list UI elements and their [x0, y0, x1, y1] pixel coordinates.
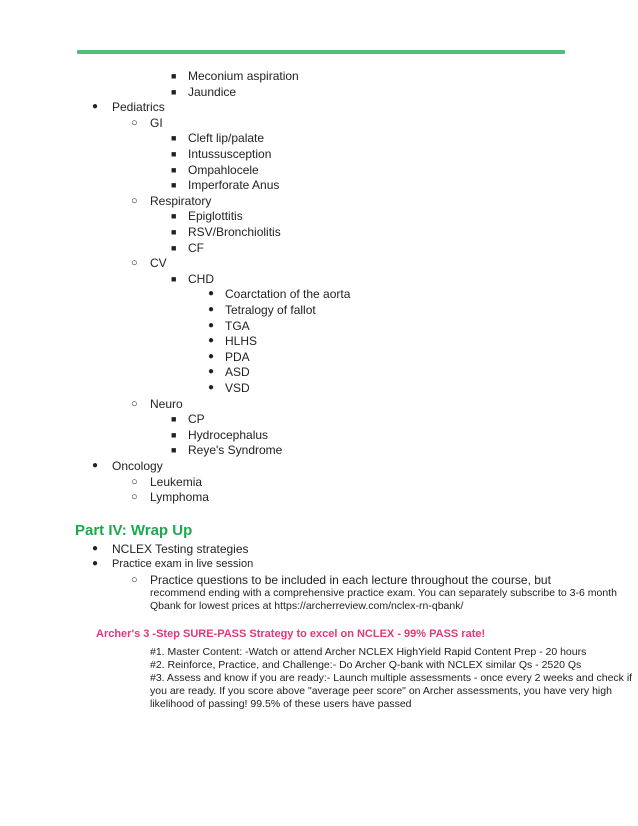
outline-item: Jaundice — [188, 84, 237, 99]
bullet-square: ■ — [171, 133, 177, 144]
outline-item: RSV/Bronchiolitis — [188, 225, 281, 239]
bullet-square: ■ — [171, 164, 177, 175]
outline-item: Intussusception — [188, 147, 272, 161]
outline-item: Reye's Syndrome — [188, 443, 283, 458]
outline-item: Lymphoma — [150, 490, 209, 505]
outline-item: Epiglottitis — [188, 209, 243, 224]
practice-note-line1: Practice questions to be included in each lecture throughout the course, but — [150, 573, 551, 587]
outline-item: TGA — [225, 318, 250, 333]
bullet-square: ■ — [171, 414, 177, 425]
bullet-circle: ○ — [131, 116, 138, 129]
bullet-dot: ● — [208, 350, 215, 362]
bullet-square: ■ — [171, 180, 177, 191]
bullet-dot: ● — [208, 366, 215, 378]
outline-item: GI — [150, 115, 163, 130]
outline-item: CP — [188, 412, 205, 427]
header-divider — [77, 50, 565, 54]
bullet-square: ■ — [171, 227, 177, 237]
bullet-dot: ● — [208, 288, 215, 300]
outline-item: Neuro — [150, 396, 183, 411]
bullet-dot: ● — [92, 543, 99, 554]
bullet-dot: ● — [208, 382, 215, 393]
outline-item: Leukemia — [150, 474, 203, 489]
nclex-strategies-item: NCLEX Testing strategies — [112, 542, 249, 556]
bullet-dot: ● — [92, 101, 99, 113]
outline-item: Oncology — [112, 459, 163, 473]
outline-item: CV — [150, 256, 167, 271]
strategy-step2: #2. Reinforce, Practice, and Challenge:- Do Archer Q-bank with NCLEX similar Qs - 2520 Qs — [150, 659, 582, 671]
practice-exam-item: Practice exam in live session — [112, 558, 254, 570]
outline-item: Pediatrics — [112, 100, 165, 115]
strategy-step1: #1. Master Content: -Watch or attend Archer NCLEX HighYield Rapid Content Prep - 20 hours — [150, 646, 587, 658]
bullet-circle: ○ — [131, 491, 138, 504]
outline-item: Imperforate Anus — [188, 178, 280, 193]
bullet-circle: ○ — [131, 397, 138, 410]
bullet-circle: ○ — [131, 475, 138, 488]
practice-note-line3: Qbank for lowest prices at https://archerreview.com/nclex-rn-qbank/ — [150, 600, 464, 612]
bullet-square: ■ — [171, 429, 177, 440]
bullet-dot: ● — [92, 460, 99, 471]
outline-item: Cleft lip/palate — [188, 131, 265, 146]
bullet-dot: ● — [208, 319, 215, 331]
bullet-square: ■ — [171, 86, 177, 97]
practice-note-line2: recommend ending with a comprehensive practice exam. You can separately subscribe to 3-6 month — [150, 587, 617, 599]
outline-item: Ompahlocele — [188, 162, 259, 177]
outline-item: PDA — [225, 349, 250, 364]
outline-item: VSD — [225, 381, 250, 395]
strategy-title: Archer's 3 -Step SURE-PASS Strategy to excel on NCLEX - 99% PASS rate! — [96, 628, 486, 640]
bullet-circle: ○ — [131, 574, 138, 586]
part4-heading: Part IV: Wrap Up — [75, 522, 193, 539]
outline-item: HLHS — [225, 334, 258, 349]
bullet-circle: ○ — [131, 257, 138, 270]
outline-item: ASD — [225, 365, 250, 380]
outline-item: CHD — [188, 271, 214, 286]
bullet-square: ■ — [171, 445, 177, 456]
outline-item: Respiratory — [150, 193, 212, 208]
bullet-circle: ○ — [131, 194, 138, 207]
bullet-square: ■ — [171, 71, 177, 81]
bullet-dot: ● — [208, 304, 215, 315]
bullet-square: ■ — [171, 273, 177, 284]
bullet-dot: ● — [208, 335, 215, 347]
outline-item: Hydrocephalus — [188, 427, 269, 442]
bullet-square: ■ — [171, 242, 177, 253]
outline-item: Coarctation of the aorta — [225, 287, 351, 302]
outline-item: CF — [188, 240, 204, 255]
bullet-square: ■ — [171, 149, 177, 159]
strategy-step3-line2: you are ready. If you score above "average peer score" on Archer assessments, you have very high — [150, 685, 612, 697]
outline-item: Meconium aspiration — [188, 69, 299, 83]
strategy-step3-line1: #3. Assess and know if you are ready:- Launch multiple assessments - once every 2 weeks and check if — [150, 672, 633, 684]
bullet-dot: ● — [92, 558, 99, 569]
strategy-step3-line3: likelihood of passing! 99.5% of these users have passed — [150, 698, 412, 710]
outline-item: Tetralogy of fallot — [225, 303, 316, 317]
bullet-square: ■ — [171, 211, 177, 222]
